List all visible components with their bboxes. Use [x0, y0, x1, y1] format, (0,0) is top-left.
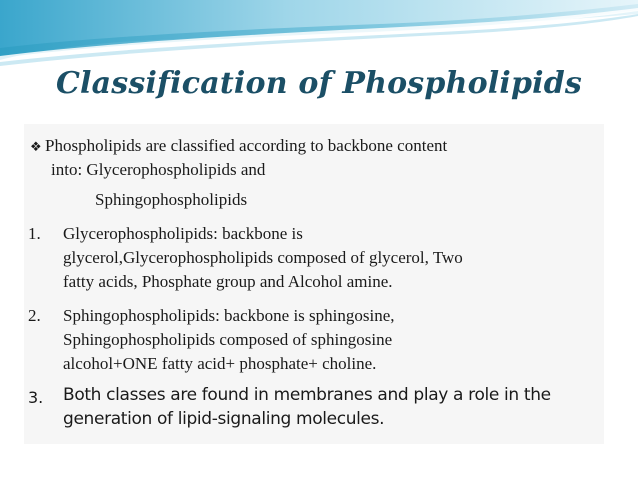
header-swoosh-decoration [0, 0, 638, 70]
intro-line-3: Sphingophospholipids [95, 190, 248, 209]
item-3-line-1: Both classes are found in membranes and play a role in the [63, 385, 551, 405]
diamond-bullet-icon: ❖ [30, 139, 42, 154]
item-1-line-1: Glycerophospholipids: backbone is [63, 224, 303, 243]
slide-title: Classification of Phospholipids [55, 66, 583, 101]
item-1-line-2: glycerol,Glycerophospholipids composed of glycerol, Two [63, 248, 463, 267]
item-2-line-2: Sphingophospholipids composed of sphingosine [63, 330, 393, 349]
item-1-line-3: fatty acids, Phosphate group and Alcohol amine. [63, 272, 393, 291]
intro-text-1: Phospholipids are classified according to backbone content [45, 136, 448, 155]
item-2-line-1: Sphingophospholipids: backbone is sphingosine, [63, 306, 395, 325]
item-2-line-3: alcohol+ONE fatty acid+ phosphate+ choline. [63, 354, 377, 373]
intro-line-2: into: Glycerophospholipids and [51, 160, 266, 179]
item-1-number: 1. [28, 224, 41, 243]
intro-line-1 [30, 136, 447, 156]
item-2-number: 2. [28, 306, 41, 325]
item-3-line-2: generation of lipid-signaling molecules. [63, 409, 385, 429]
item-3-number: 3. [28, 388, 44, 407]
content-area [24, 124, 604, 444]
